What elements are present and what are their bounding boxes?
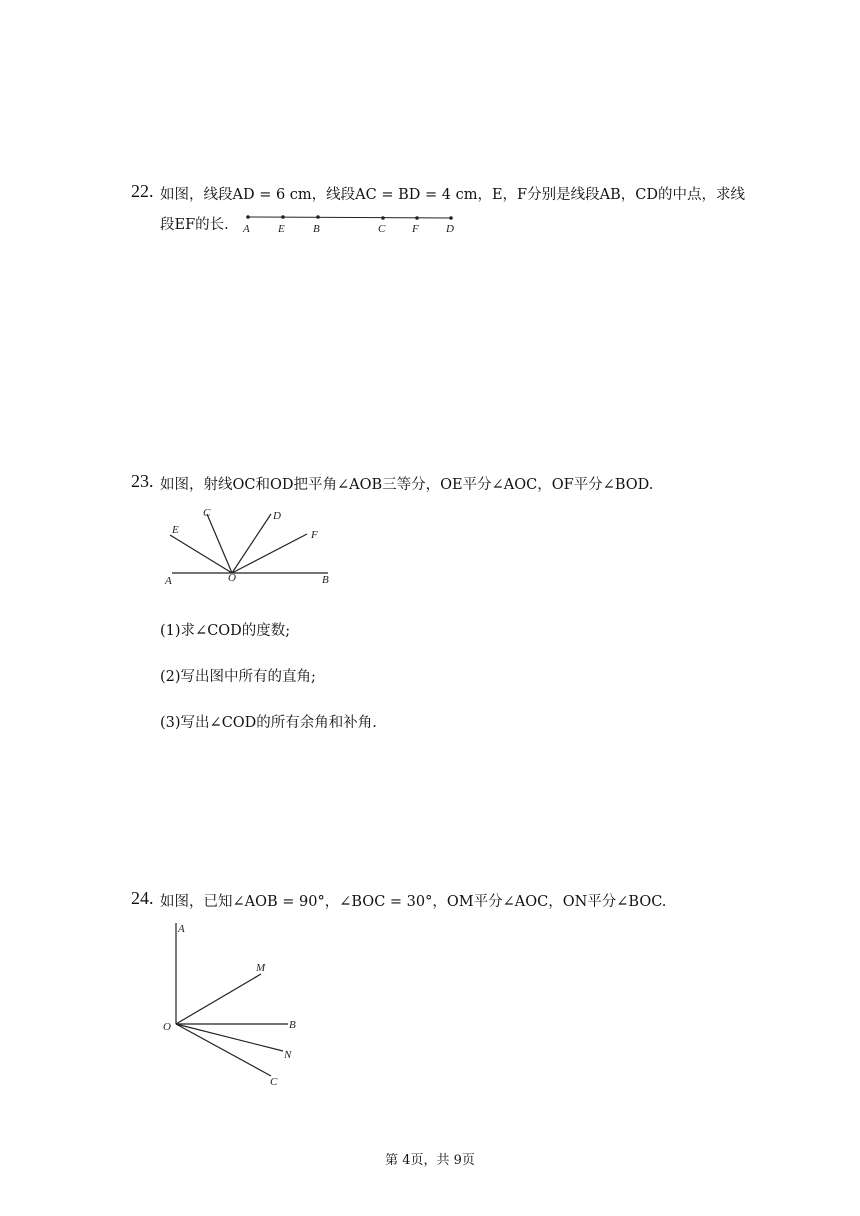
ray-label-b: B [322, 574, 329, 586]
question-23-text: 如图，射线OC和OD把平角∠AOB三等分，OE平分∠AOC，OF平分∠BOD. [160, 477, 654, 493]
ray-label-a: A [165, 575, 172, 587]
vertex-label-o: O [163, 1021, 171, 1033]
ray-label-c: C [203, 507, 211, 519]
point-label-b: B [313, 223, 320, 235]
question-23-number: 23. [131, 471, 154, 491]
question-23-part-2: (2)写出图中所有的直角; [160, 669, 316, 685]
question-22-text-line1: 如图，线段AD = 6 cm，线段AC = BD = 4 cm，E，F分别是线段AB，CD的中点，求线 [160, 187, 745, 203]
question-23-angle-figure [160, 503, 340, 593]
ray-label-c: C [270, 1076, 278, 1088]
ray-label-d: D [273, 510, 281, 522]
page-footer: 第 4页，共 9页 [385, 1153, 475, 1168]
ray-label-b: B [289, 1019, 296, 1031]
point-label-c: C [378, 223, 386, 235]
point-label-e: E [278, 223, 285, 235]
question-24-angle-figure [158, 918, 308, 1090]
question-24-text: 如图，已知∠AOB = 90°，∠BOC = 30°，OM平分∠AOC，ON平分∠BOC. [160, 894, 667, 910]
point-label-f: F [412, 223, 419, 235]
question-23-part-1: (1)求∠COD的度数; [160, 623, 291, 639]
question-22-text-line2: 段EF的长. [160, 217, 229, 233]
question-22-number: 22. [131, 181, 154, 201]
vertex-label-o: O [228, 572, 236, 584]
ray-label-e: E [172, 524, 179, 536]
question-22-segment-figure [238, 208, 468, 238]
point-label-a: A [243, 223, 250, 235]
ray-label-a: A [178, 923, 185, 935]
question-24-number: 24. [131, 888, 154, 908]
question-23-part-3: (3)写出∠COD的所有余角和补角. [160, 715, 377, 731]
ray-label-m: M [256, 962, 266, 974]
point-label-d: D [446, 223, 454, 235]
ray-label-n: N [284, 1049, 292, 1061]
ray-label-f: F [311, 529, 318, 541]
